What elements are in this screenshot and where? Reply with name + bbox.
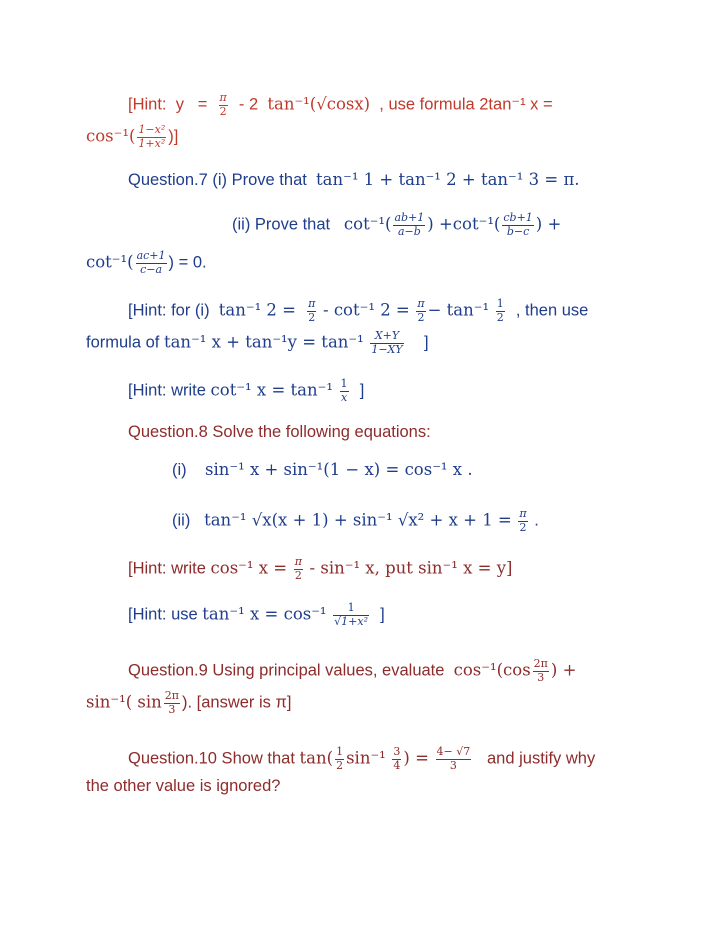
hint1-fraction: $\frac{\text{1−x²}}{\text{1+x²}}$: [138, 123, 166, 150]
q10-expr-a: tan(: [299, 748, 334, 768]
q9-plus: ) +: [550, 660, 577, 680]
q10-line2: [86, 778, 280, 795]
q8-ii-expr: tan⁻¹ √x(x + 1) + sin⁻¹ √x² + x + 1 =: [204, 510, 512, 530]
q7-ii-frac1: $\frac{ab+1}{a-b}$: [394, 211, 425, 238]
hint1-tan-inv: tan⁻¹(√cosx): [267, 94, 371, 114]
q8-i-label: (i): [172, 461, 187, 479]
q7-expr: tan⁻¹ 1 + tan⁻¹ 2 + tan⁻¹ 3 = π.: [316, 170, 580, 189]
hint5-line: [128, 602, 385, 628]
q9-expr-a: cos⁻¹(cos: [453, 660, 531, 680]
q10-half: $\frac{1}{2}$: [336, 745, 344, 772]
hint2-formula-of: formula of: [86, 333, 160, 352]
q7-ii-frac3: $\frac{ac+1}{c-a}$: [136, 249, 166, 276]
q7-ii-end: ) = 0.: [168, 253, 207, 272]
q7-ii-line2: [86, 250, 207, 276]
q10-line2: the other value is ignored?: [86, 777, 281, 795]
hint2-fraction: $\frac{X+Y}{1-XY}$: [371, 329, 403, 356]
hint3-fraction: $\frac{1}{x}$: [340, 377, 348, 404]
hint2-line2: [86, 330, 429, 356]
q8-ii-fraction: $\frac{\pi}{2}$: [519, 507, 527, 534]
hint1-use-formula: , use formula 2tan⁻¹ x =: [379, 95, 553, 114]
hint2-formula: tan⁻¹ x + tan⁻¹y = tan⁻¹: [163, 332, 364, 352]
hint1-prefix: [Hint:: [128, 95, 167, 114]
hint2-one-half: $\frac{1}{2}$: [496, 297, 504, 324]
q7-ii-frac2: $\frac{cb+1}{b-c}$: [503, 211, 533, 238]
q10-label: Question.10 Show that: [128, 749, 295, 768]
q8-ii-end: .: [534, 511, 539, 530]
hint2-text-a: [Hint: for (i): [128, 301, 210, 320]
hint5-expr: tan⁻¹ x = cos⁻¹: [202, 604, 327, 624]
hint4-line: [128, 556, 513, 582]
q10-tail: and justify why: [487, 749, 596, 768]
q8-ii-line: [172, 508, 539, 534]
hint2-line1: [128, 298, 588, 324]
q9-frac1: $\frac{2\pi}{3}$: [533, 657, 548, 684]
hint3-close: ]: [359, 381, 365, 400]
q8-label: Question.8 Solve the following equations:: [128, 423, 431, 441]
hint1-pi-over-2: $\frac{\pi}{2}$: [219, 91, 227, 118]
q7-ii-plus: ) +: [535, 214, 562, 234]
q7-label: Question.7 (i) Prove that: [128, 171, 307, 189]
hint2-expr-a: tan⁻¹ 2 =: [218, 300, 296, 320]
hint2-close: ]: [423, 333, 429, 352]
hint5-close: ]: [380, 605, 385, 624]
hint1-minus-two: - 2: [238, 95, 259, 114]
hint1-line1: [128, 92, 640, 118]
hint1-cos-inv: cos⁻¹(: [86, 126, 136, 146]
hint2-text-b: , then use: [515, 301, 589, 320]
hint4-expr-b: - sin⁻¹ x, put sin⁻¹ x = y]: [309, 558, 513, 578]
q8-ii-label: (ii): [172, 511, 191, 530]
hint1-close: )]: [168, 127, 179, 146]
q10-expr-c: ) =: [403, 748, 429, 768]
hint3-expr: cot⁻¹ x = tan⁻¹: [210, 380, 333, 400]
hint3-line: [128, 378, 364, 404]
q7-ii-cot1: cot⁻¹(: [343, 214, 392, 234]
q7-ii-line1: [232, 212, 642, 238]
q9-line2-b: ). [answer is π]: [181, 693, 292, 712]
hint2-expr-b: - cot⁻¹ 2 =: [323, 300, 410, 320]
q9-label: Question.9 Using principal values, evaluate: [128, 661, 445, 680]
q8-i-expr: sin⁻¹ x + sin⁻¹(1 − x) = cos⁻¹ x .: [205, 460, 473, 479]
q7-ii-mid: ) +cot⁻¹(: [427, 214, 501, 234]
q10-rhs: $\frac{4- √7}{3}$: [436, 745, 471, 772]
hint1-y: y: [175, 95, 184, 114]
hint4-fraction: $\frac{\pi}{2}$: [294, 555, 302, 582]
hint2-expr-c: − tan⁻¹: [427, 300, 490, 320]
hint4-expr-a: cos⁻¹ x =: [210, 558, 288, 578]
q9-line1: [128, 658, 640, 684]
q9-frac2: $\frac{2\pi}{3}$: [164, 689, 179, 716]
hint2-pi-over-2b: $\frac{\pi}{2}$: [417, 297, 425, 324]
q7-ii-label: (ii) Prove that: [232, 215, 331, 234]
q10-three-quarter: $\frac{3}{4}$: [393, 745, 401, 772]
q7-line: [128, 172, 580, 189]
q10-expr-b: sin⁻¹: [346, 748, 386, 768]
hint4-text: [Hint: write: [128, 559, 206, 578]
hint2-pi-over-2a: $\frac{\pi}{2}$: [308, 297, 316, 324]
q9-line2-a: sin⁻¹( sin: [86, 692, 162, 712]
hint1-line2: [86, 124, 178, 150]
q8-heading: [128, 424, 431, 441]
hint1-eq: =: [197, 95, 208, 114]
q7-ii-cot3: cot⁻¹(: [86, 252, 134, 272]
q8-i-line: [172, 462, 473, 479]
hint5-fraction: $\frac{1}{\text{√1+x²}}$: [334, 601, 368, 628]
q10-line1: [128, 746, 595, 772]
hint3-text: [Hint: write: [128, 381, 206, 400]
hint5-text: [Hint: use: [128, 605, 198, 624]
q9-line2: [86, 690, 291, 716]
